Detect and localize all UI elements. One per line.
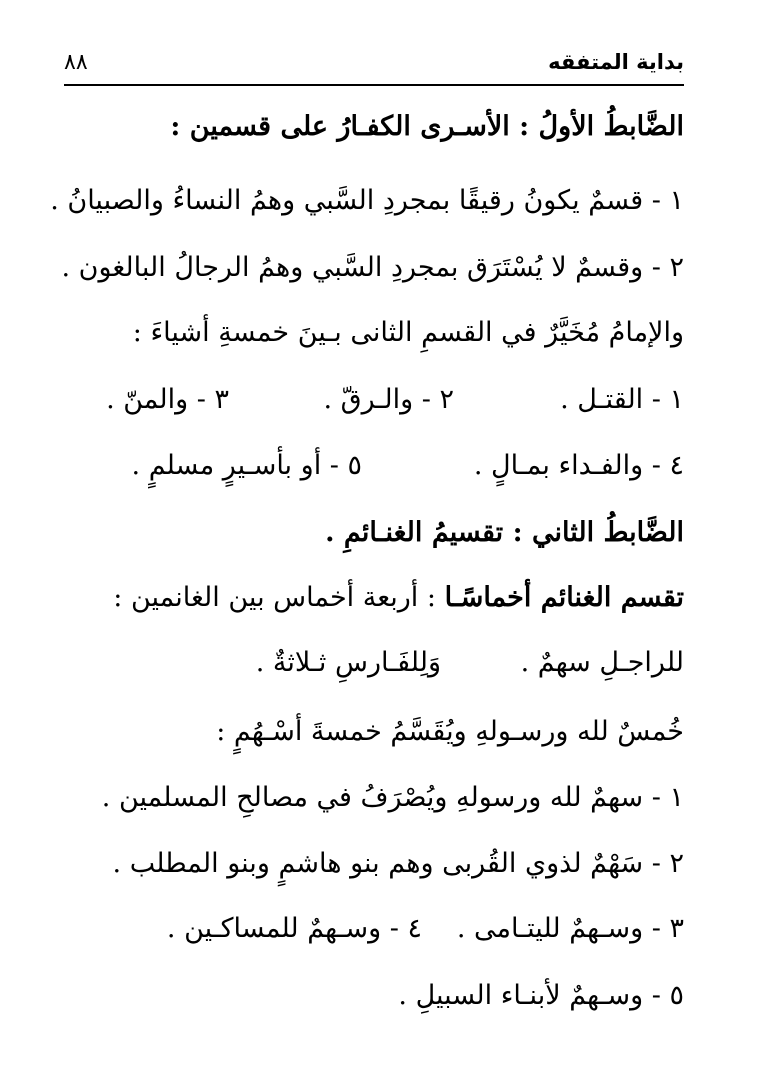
option-enslavement: ٢ - والـرقّ . bbox=[323, 384, 454, 415]
text-line: والإمامُ مُخَيَّرٌ في القسمِ الثانى بـينَ خمسةِ أشياءَ : bbox=[132, 317, 684, 348]
text-line: ١ - قسمٌ يكونُ رقيقًا بمجردِ السَّبي وهمُ النساءُ والصبيانُ . bbox=[50, 185, 684, 216]
heading-text: الضَّابطُ الأولُ : الأسـرى الكفـارُ على قسمين : bbox=[170, 111, 684, 142]
horseman-share: وَلِلفَـارسِ ثـلاثةٌ . bbox=[255, 647, 441, 678]
page-header bbox=[64, 46, 684, 86]
poor-share: ٤ - وسـهمٌ للمساكـين . bbox=[166, 913, 422, 944]
section-heading-second-rule bbox=[64, 513, 684, 553]
page-number: ٨٨ bbox=[64, 50, 88, 75]
orphans-share: ٣ - وسـهمٌ لليتـامى . bbox=[456, 913, 684, 944]
text-line: ١ - سهمٌ لله ورسولهِ ويُصْرَفُ في مصالحِ المسلمين . bbox=[101, 782, 684, 813]
text-line: ٢ - وقسمٌ لا يُسْتَرَق بمجردِ السَّبي وهمُ الرجالُ البالغون . bbox=[61, 252, 684, 283]
text-line: ٢ - سَهْمٌ لذوي القُربى وهم بنو هاشمٍ وبنو المطلب . bbox=[112, 848, 684, 879]
emphasis-text: تقسم الغنائم أخماسًـا bbox=[444, 582, 684, 613]
option-ransom-money: ٤ - والفـداء بمـالٍ . bbox=[473, 450, 684, 481]
heading-text: الضَّابطُ الثاني : تقسيمُ الغنـائمِ . bbox=[325, 517, 684, 548]
text-line: خُمسٌ لله ورسـولهِ ويُقَسَّمُ خمسةَ أسْـهُمٍ : bbox=[216, 716, 684, 747]
option-release: ٣ - والمنّ . bbox=[106, 384, 229, 415]
option-ransom-prisoner: ٥ - أو بأسـيرٍ مسلمٍ . bbox=[131, 450, 362, 481]
running-title: بداية المتفقه bbox=[548, 50, 684, 74]
section-heading-first-rule bbox=[64, 107, 684, 147]
foot-soldier-share: للراجـلِ سهمٌ . bbox=[520, 647, 684, 678]
option-killing: ١ - القتـل . bbox=[560, 384, 684, 415]
document-page bbox=[50, 0, 684, 1086]
text-line: ٥ - وسـهمٌ لأبنـاء السبيلِ . bbox=[398, 980, 684, 1011]
text-span: : أربعة أخماس بين الغانمين : bbox=[113, 582, 445, 613]
text-line bbox=[64, 578, 684, 618]
